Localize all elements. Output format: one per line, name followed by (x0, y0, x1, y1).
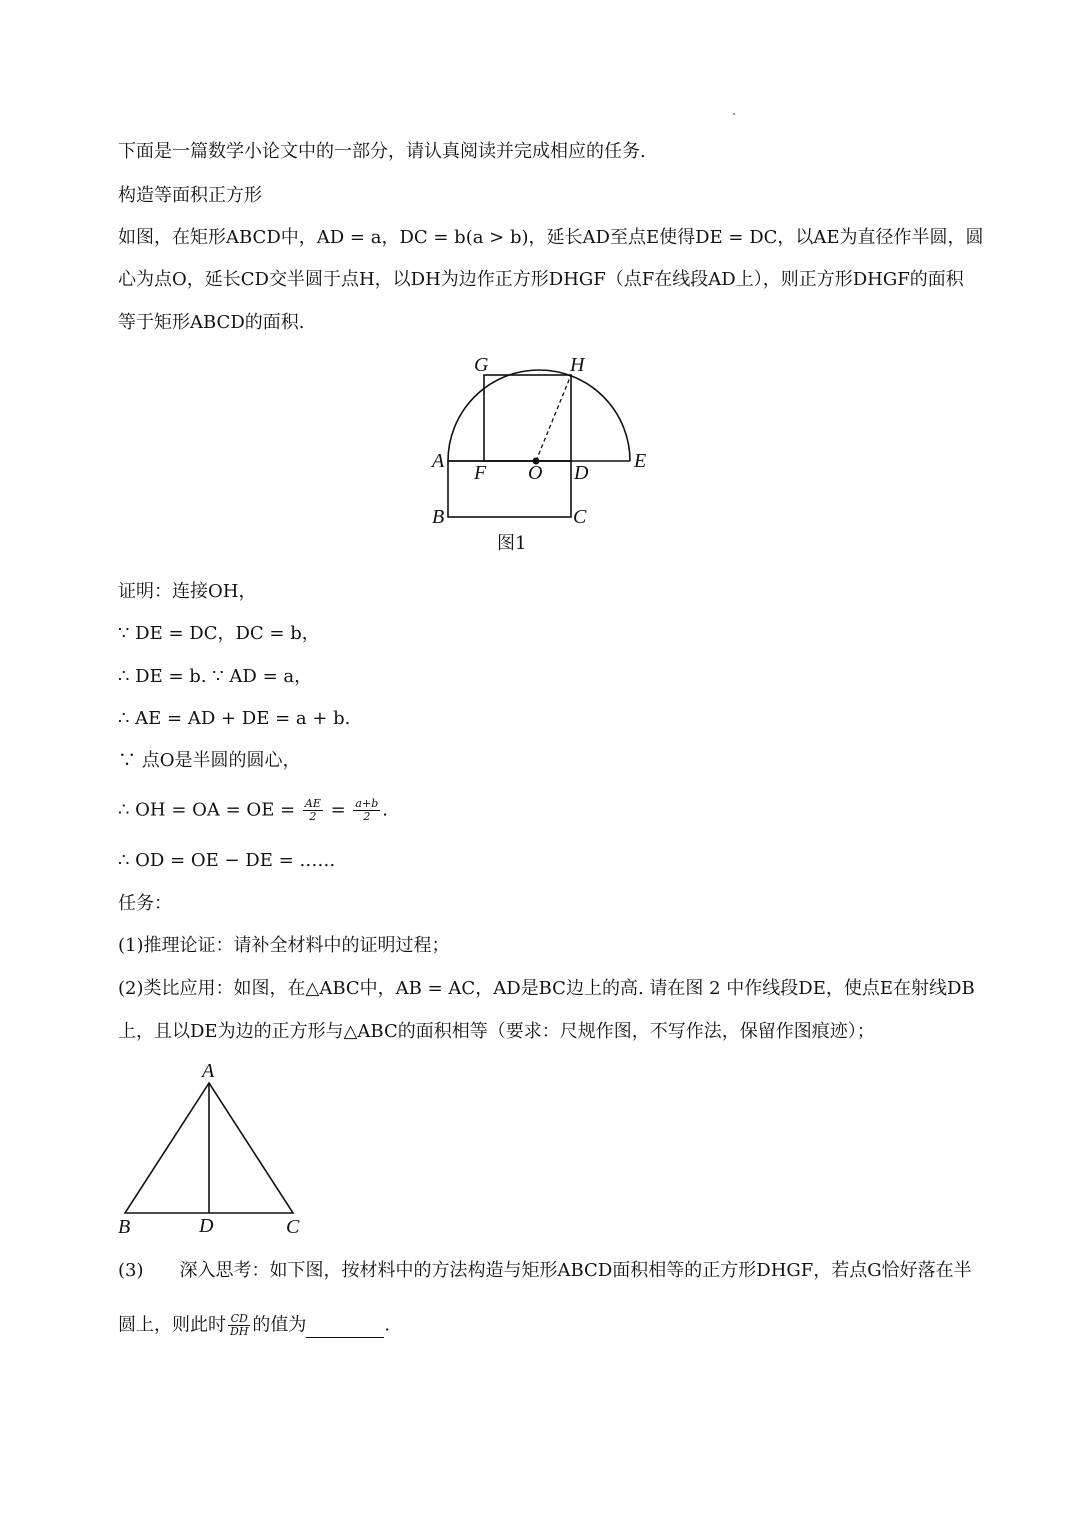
task-3-line-1 (118, 1259, 972, 1283)
equals-sign: = (330, 799, 346, 821)
section-heading: 构造等面积正方形 (118, 185, 262, 206)
intro-text: 下面是一篇数学小论文中的一部分，请认真阅读并完成相应的任务. (118, 141, 646, 162)
proof-line-6: ∴ OH = OA = OE = $\frac{AE}{2}$ = $\frac{a+b}{2}$ . (118, 797, 388, 823)
label-E: E (634, 450, 647, 472)
fraction-a-plus-b-over-2: $\frac{a+b}{2}$ (355, 797, 379, 823)
label-A: A (432, 450, 445, 472)
proof-line-6-text: ∴ OH = OA = OE = (118, 799, 296, 821)
label-D: D (199, 1215, 214, 1237)
task-3-text: 深入思考：如下图，按材料中的方法构造与矩形ABCD面积相等的正方形DHGF，若点G恰好落在半 (179, 1260, 972, 1281)
stray-dot (733, 113, 735, 115)
label-F: F (474, 462, 487, 484)
proof-line-2: ∵ DE = DC，DC = b， (118, 623, 320, 644)
label-O: O (528, 462, 543, 484)
problem-line-3: 等于矩形ABCD的面积. (118, 312, 305, 333)
label-D: D (574, 462, 589, 484)
label-H: H (570, 354, 585, 376)
label-B: B (432, 506, 445, 528)
task-1: (1)推理论证：请补全材料中的证明过程； (118, 935, 450, 956)
problem-line-1: 如图，在矩形ABCD中，AD = a，DC = b(a > b)，延长AD至点E使得DE = DC，以AE为直径作半圆，圆 (118, 227, 984, 248)
square-DHGF (484, 375, 571, 461)
task-3-number: (3) (118, 1260, 144, 1281)
label-B: B (118, 1216, 131, 1238)
problem-line-2: 心为点O，延长CD交半圆于点H，以DH为边作正方形DHGF（点F在线段AD上），则正方形DHGF的面积 (118, 269, 964, 290)
figure-2 (110, 1055, 310, 1240)
segment-OH (536, 375, 571, 461)
fraction-CD-over-DH: $\frac{CD}{DH}$ (230, 1312, 249, 1338)
semicircle-arc (448, 370, 630, 461)
task-2-line-1: (2)类比应用：如图，在△ABC中，AB = AC，AD是BC边上的高. 请在图 2 中作线段DE，使点E在射线DB (118, 978, 975, 999)
proof-line-3: ∴ DE = b. ∵ AD = a， (118, 666, 313, 687)
label-C: C (286, 1216, 300, 1238)
label-A: A (202, 1060, 215, 1082)
proof-line-4: ∴ AE = AD + DE = a + b. (118, 708, 351, 729)
proof-line-7: ∴ OD = OE − DE = …… (118, 850, 336, 871)
proof-line-1: 证明：连接OH， (118, 581, 257, 602)
task-2-line-2: 上，且以DE为边的正方形与△ABC的面积相等（要求：尺规作图，不写作法，保留作图痕迹）； (118, 1021, 875, 1042)
label-C: C (573, 506, 587, 528)
tasks-title: 任务： (118, 893, 172, 914)
task-3-line-2: 圆上，则此时 $\frac{CD}{DH}$ 的值为 . (118, 1312, 391, 1338)
proof-line-5: ∵ 点O是半圆的圆心， (118, 750, 301, 771)
figure-1 (420, 350, 670, 530)
rectangle-ABCD (448, 461, 571, 517)
label-G: G (474, 354, 489, 376)
fraction-AE-over-2: $\frac{AE}{2}$ (304, 797, 321, 823)
answer-blank[interactable] (306, 1319, 384, 1338)
figure-1-caption: 图1 (497, 533, 527, 554)
